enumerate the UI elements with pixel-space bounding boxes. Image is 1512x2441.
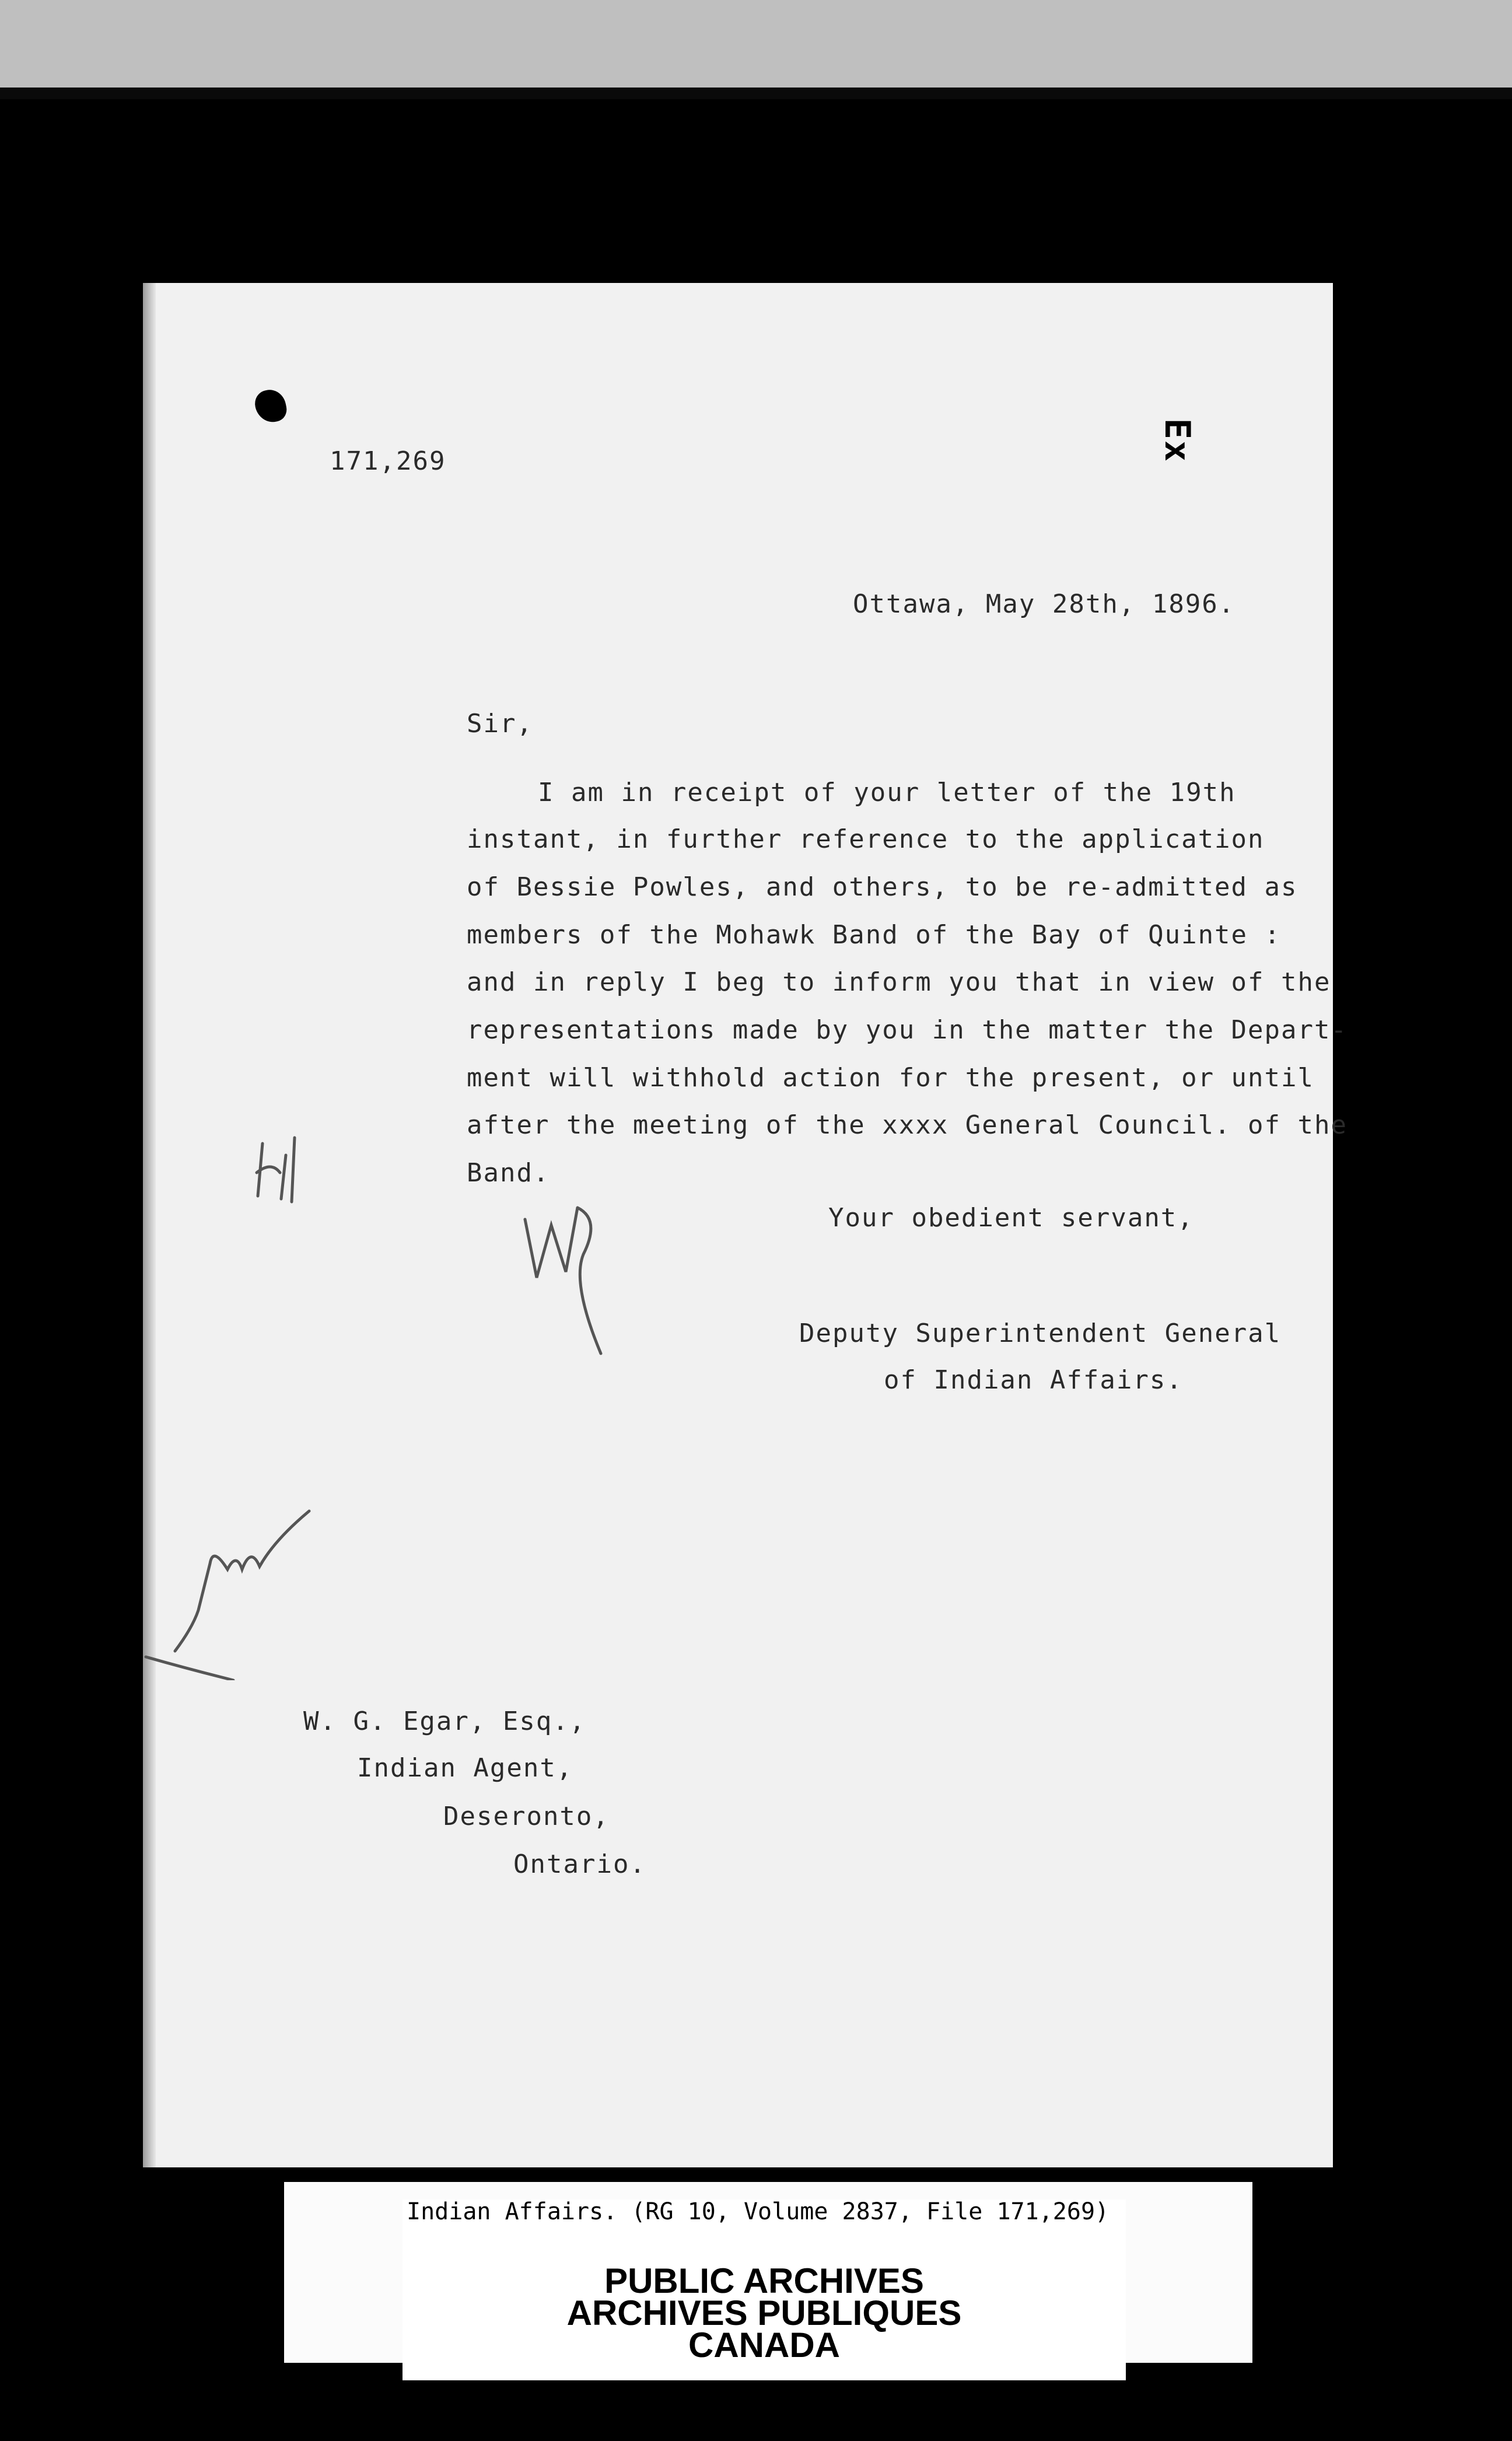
- handwritten-initials-1: [245, 1132, 327, 1213]
- page-binding-edge: [143, 283, 156, 2167]
- signature-title-1: Deputy Superintendent General: [799, 1319, 1282, 1348]
- body-line-9: Band.: [467, 1158, 550, 1188]
- body-line-3: of Bessie Powles, and others, to be re-admitted as: [467, 872, 1298, 902]
- archive-line-2: ARCHIVES PUBLIQUES: [566, 2293, 962, 2332]
- date-line: Ottawa, May 28th, 1896.: [853, 589, 1236, 619]
- closing: Your obedient servant,: [828, 1203, 1194, 1233]
- scan-top-border: [0, 88, 1512, 99]
- archive-reference: Indian Affairs. (RG 10, Volume 2837, File 171,269): [407, 2198, 1110, 2225]
- address-line-4: Ontario.: [513, 1849, 646, 1879]
- stamp-mark: Ex: [1157, 418, 1198, 463]
- address-line-2: Indian Agent,: [357, 1753, 573, 1783]
- file-number: 171,269: [330, 446, 446, 476]
- handwritten-scrawl: [140, 1482, 362, 1680]
- address-line-3: Deseronto,: [443, 1802, 610, 1831]
- body-line-2: instant, in further reference to the application: [467, 824, 1265, 854]
- body-line-5: and in reply I beg to inform you that in view of the: [467, 967, 1331, 997]
- body-line-4: members of the Mohawk Band of the Bay of Quinte :: [467, 920, 1282, 950]
- scan-top-strip: [0, 0, 1512, 88]
- archive-line-3: CANADA: [688, 2325, 840, 2365]
- body-line-6: representations made by you in the matter the Depart-: [467, 1015, 1348, 1045]
- address-line-1: W. G. Egar, Esq.,: [303, 1706, 586, 1736]
- handwritten-initials-2: [513, 1184, 618, 1359]
- salutation: Sir,: [467, 709, 533, 739]
- body-line-7: ment will withhold action for the present, or until: [467, 1063, 1315, 1093]
- archive-line-1: PUBLIC ARCHIVES: [604, 2261, 924, 2300]
- signature-title-2: of Indian Affairs.: [884, 1365, 1183, 1395]
- body-line-8: after the meeting of the xxxx General Council. of the: [467, 1110, 1348, 1140]
- body-line-1: I am in receipt of your letter of the 19th: [538, 778, 1236, 807]
